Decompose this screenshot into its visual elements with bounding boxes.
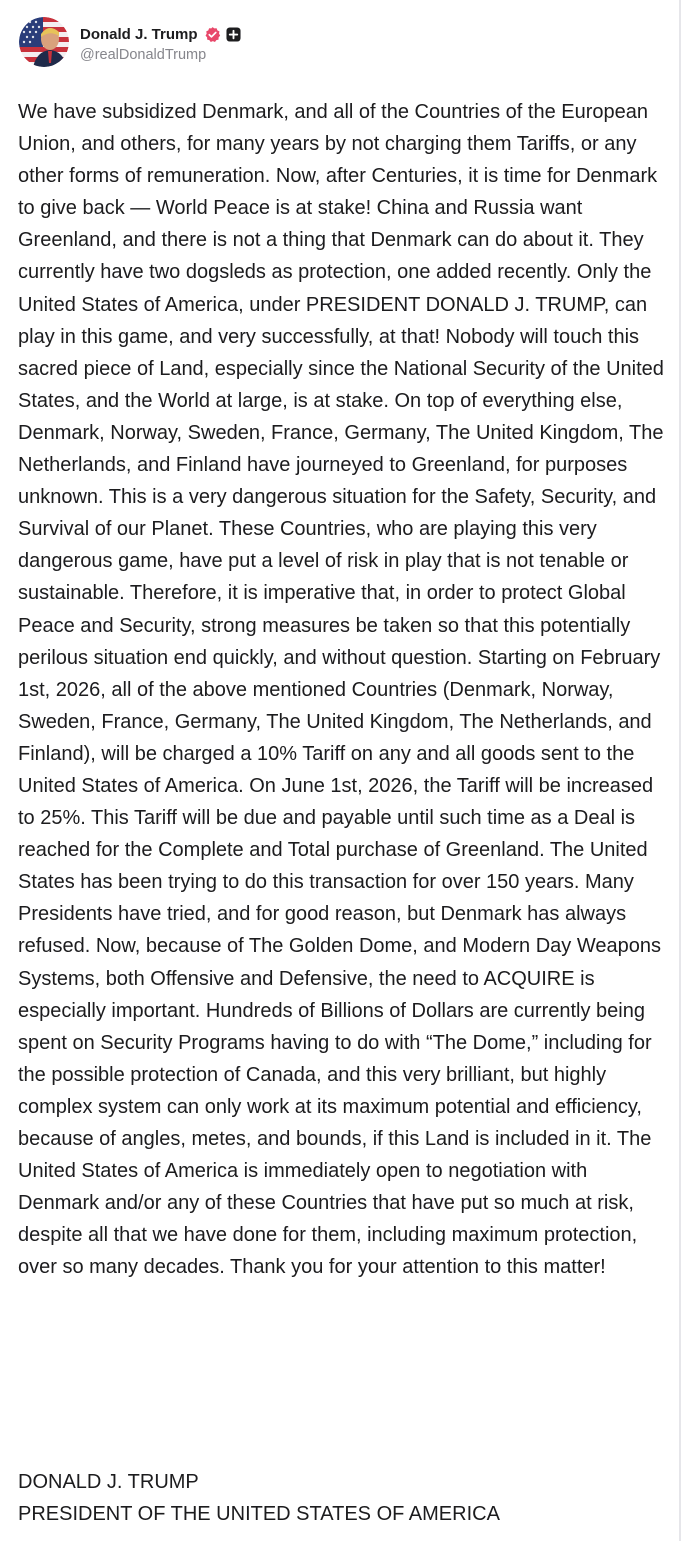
plus-badge-icon: [226, 27, 241, 42]
post-body-text: We have subsidized Denmark, and all of the Countries of the European Union, and others, for many years by not charging them Tariffs, or any other forms of remuneration. Now, after Centuries, it is time for Denmark to give back — World Peace is at stake! China and Russia want Greenland, and there is not a thing that Denmark can do about it. They currently have two dogsleds as protection, one added recently. Only the United States of America, under PRESIDENT DONALD J. TRUMP, can play in this game, and very successfully, at that! Nobody will touch this sacred piece of Land, especially since the National Security of the United States, and the World at large, is at stake. On top of everything else, Denmark, Norway, Sweden, France, Germany, The United Kingdom, The Netherlands, and Finland have journeyed to Greenland, for purposes unknown. This is a very dangerous situation for the Safety, Security, and Survival of our Planet. These Countries, who are playing this very dangerous game, have put a level of risk in play that is not tenable or sustainable. Therefore, it is imperative that, in order to protect Global Peace and Security, strong measures be taken so that this potentially perilous situation end quickly, and without question. Starting on February 1st, 2026, all of the above mentioned Countries (Denmark, Norway, Sweden, France, Germany, The United Kingdom, The Netherlands, and Finland), will be charged a 10% Tariff on any and all goods sent to the United States of America. On June 1st, 2026, the Tariff will be increased to 25%. This Tariff will be due and payable until such time as a Deal is reached for the Complete and Total purchase of Greenland. The United States has been trying to do this transaction for over 150 years. Many Presidents have tried, and for good reason, but Denmark has always refused. Now, because of The Golden Dome, and Modern Day Weapons Systems, both Offensive and Defensive, the need to ACQUIRE is especially important. Hundreds of Billions of Dollars are currently being spent on Security Programs having to do with “The Dome,” including for the possible protection of Canada, and this very brilliant, but highly complex system can only work at its maximum potential and efficiency, because of angles, metes, and bounds, if this Land is included in it. The United States of America is immediately open to negotiation with Denmark and/or any of these Countries that have put so much at risk, despite all that we have done for them, including maximum protection, over so many decades. Thank you for your attention to this matter!: [18, 101, 664, 1279]
signature-name: DONALD J. TRUMP: [18, 1471, 199, 1493]
signature-title: PRESIDENT OF THE UNITED STATES OF AMERICA: [18, 1503, 500, 1525]
author-name-row: [80, 23, 241, 45]
post-header: [19, 17, 659, 71]
verified-badge-icon: [204, 26, 221, 43]
display-name[interactable]: Donald J. Trump: [80, 25, 198, 43]
avatar[interactable]: [19, 17, 69, 67]
avatar-image-icon: [19, 17, 69, 67]
author-handle[interactable]: @realDonaldTrump: [80, 47, 207, 63]
